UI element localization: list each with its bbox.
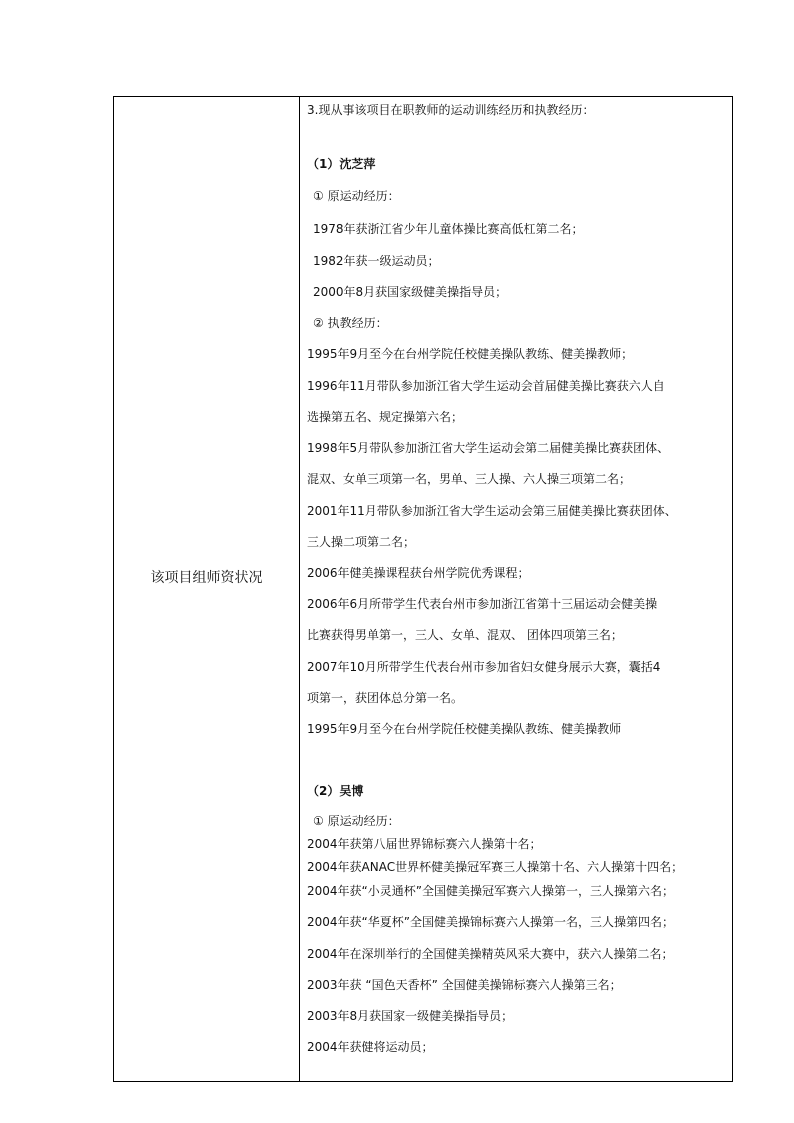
text-line: 2003年获 “国色天香杯” 全国健美操锦标赛六人操第三名； <box>307 978 622 992</box>
text-line: 2004年获健将运动员； <box>307 1040 434 1054</box>
text-line: 2003年8月获国家一级健美操指导员； <box>307 1009 514 1023</box>
teacher-name-2: （2）吴博 <box>307 784 364 798</box>
text-line: 项第一，获团体总分第一名。 <box>307 691 464 705</box>
text-line: 选操第五名、规定操第六名； <box>307 410 464 424</box>
row-label: 该项目组师资状况 <box>150 570 263 586</box>
text-line: 2004年获第八届世界锦标赛六人操第十名； <box>307 837 542 851</box>
text-line: 混双、女单三项第一名，男单、三人操、六人操三项第二名； <box>307 472 632 486</box>
text-line: 1998年5月带队参加浙江省大学生运动会第二届健美操比赛获团体、 <box>307 441 670 455</box>
text-line: 2006年健美操课程获台州学院优秀课程； <box>307 566 530 580</box>
text-line: 三人操二项第二名； <box>307 535 416 549</box>
text-line: 2006年6月所带学生代表台州市参加浙江省第十三届运动会健美操 <box>307 597 658 611</box>
subheading: ② 执教经历： <box>313 316 388 330</box>
text-line: 2001年11月带队参加浙江省大学生运动会第三届健美操比赛获团体、 <box>307 504 677 518</box>
teacher-name-1: （1）沈芝萍 <box>307 157 376 171</box>
text-line: 2004年获“小灵通杯”全国健美操冠军赛六人操第一，三人操第六名； <box>307 884 674 898</box>
text-line: 2007年10月所带学生代表台州市参加省妇女健身展示大赛，囊括4 <box>307 660 661 674</box>
text-line: 1996年11月带队参加浙江省大学生运动会首届健美操比赛获六人自 <box>307 379 665 393</box>
text-line: 1978年获浙江省少年儿童体操比赛高低杠第二名； <box>313 222 584 236</box>
section-heading: 3.现从事该项目在职教师的运动训练经历和执教经历： <box>307 103 595 117</box>
column-divider <box>299 97 300 1081</box>
text-line: 2000年8月获国家级健美操指导员； <box>313 285 508 299</box>
subheading: ① 原运动经历： <box>313 189 400 203</box>
text-line: 1995年9月至今在台州学院任校健美操队教练、健美操教师； <box>307 347 634 361</box>
text-line: 1982年获一级运动员； <box>313 254 440 268</box>
text-line: 1995年9月至今在台州学院任校健美操队教练、健美操教师 <box>307 722 622 736</box>
text-line: 2004年获ANAC世界杯健美操冠军赛三人操第十名、六人操第十四名； <box>307 860 684 874</box>
text-line: 比赛获得男单第一，三人、女单、混双、 团体四项第三名； <box>307 628 623 642</box>
faculty-table <box>113 96 733 1082</box>
subheading: ① 原运动经历： <box>313 814 400 828</box>
text-line: 2004年获“华夏杯”全国健美操锦标赛六人操第一名，三人操第四名； <box>307 915 674 929</box>
text-line: 2004年在深圳举行的全国健美操精英风采大赛中，获六人操第二名； <box>307 947 674 961</box>
